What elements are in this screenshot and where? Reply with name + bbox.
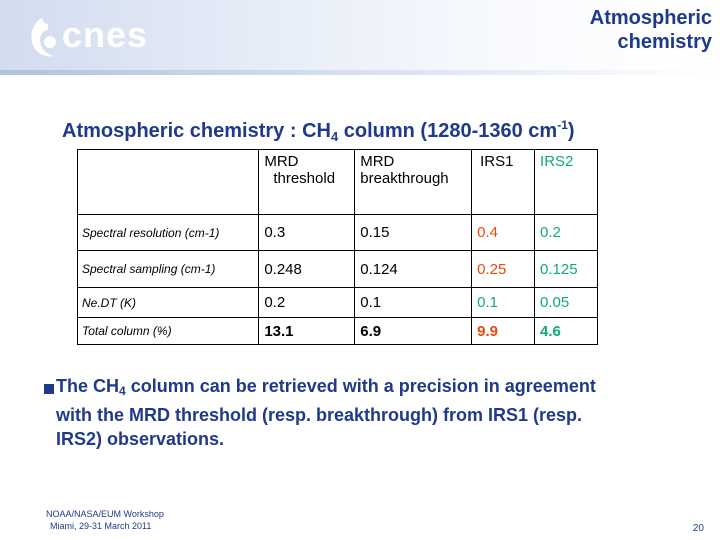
cell-mrd-breakthrough: 0.124 [355,251,472,288]
header-mrd-breakthrough-line1: MRD [360,153,395,170]
header-mrd-breakthrough-line2: breakthrough [360,170,449,187]
header-irs1: IRS1 [472,150,535,215]
title-subscript: 4 [330,129,339,144]
bullet-line-1 [56,374,676,403]
cell-mrd-threshold: 0.2 [259,288,355,318]
cell-mrd-threshold: 13.1 [259,318,355,345]
page-title [62,118,575,144]
header-mrd-threshold-line1: MRD [264,153,299,170]
comparison-table [77,149,598,345]
cell-irs2: 4.6 [535,318,598,345]
cell-irs1: 0.1 [472,288,535,318]
header-mrd-threshold [259,150,355,215]
cell-irs2: 0.2 [535,215,598,251]
header-mrd-breakthrough [355,150,472,215]
row-label: Ne.DT (K) [78,288,259,318]
bullet-line-3: IRS2) observations. [56,429,225,449]
cell-irs1: 0.4 [472,215,535,251]
row-label: Total column (%) [78,318,259,345]
cell-mrd-threshold: 0.3 [259,215,355,251]
footer-line-1: NOAA/NASA/EUM Workshop [46,509,164,519]
cell-irs2: 0.05 [535,288,598,318]
table-row [78,215,598,251]
row-label: Spectral sampling (cm-1) [78,251,259,288]
bullet-line-1-prefix: The CH [56,376,119,396]
cell-irs1: 0.25 [472,251,535,288]
section-title [552,6,712,54]
section-title-line2: chemistry [617,31,712,53]
title-middle: column (1280-1360 cm [338,120,558,142]
bullet-line-2: with the MRD threshold (resp. breakthrough) from IRS1 (resp. [56,405,583,425]
section-title-line1: Atmospheric [589,7,712,29]
title-suffix: ) [567,120,575,142]
title-prefix: Atmospheric chemistry : CH [62,120,331,142]
header-rule [0,70,720,75]
logo-text: cnes [62,14,149,55]
footer-line-2: Miami, 29-31 March 2011 [50,521,152,531]
bullet-line-1-subscript: 4 [119,384,126,398]
table-header-row [78,150,598,215]
header-irs2: IRS2 [535,150,598,215]
bullet-square-icon [44,384,54,394]
table-row [78,318,598,345]
header-mrd-threshold-line2: threshold [273,170,336,187]
page-number: 20 [692,523,704,534]
cell-mrd-breakthrough: 0.15 [355,215,472,251]
cell-irs2: 0.125 [535,251,598,288]
bullet-line-1-suffix: column can be retrieved with a precision in agreement [125,376,596,396]
bullet-text [56,374,676,451]
cnes-logo [28,12,158,62]
title-superscript: -1 [557,118,568,132]
cell-mrd-breakthrough: 0.1 [355,288,472,318]
header-empty-cell [78,150,259,215]
table-row [78,288,598,318]
cell-mrd-breakthrough: 6.9 [355,318,472,345]
footer-workshop [46,508,164,532]
cell-mrd-threshold: 0.248 [259,251,355,288]
table-row [78,251,598,288]
row-label: Spectral resolution (cm-1) [78,215,259,251]
cell-irs1: 9.9 [472,318,535,345]
